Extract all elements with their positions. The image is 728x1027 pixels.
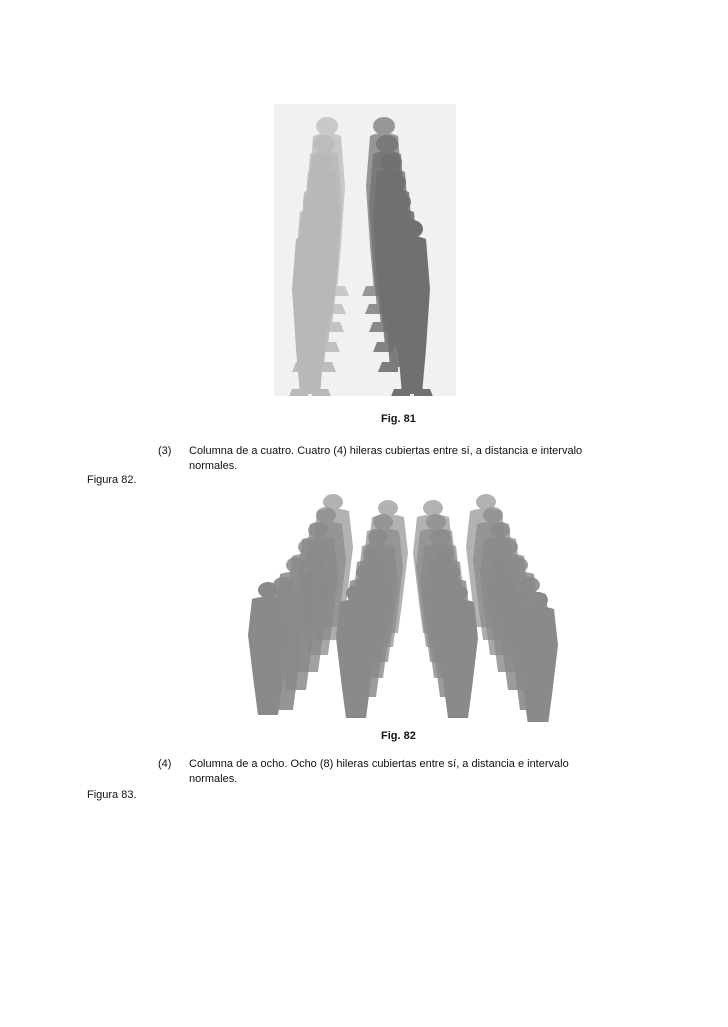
figure-81-photo xyxy=(274,104,456,396)
item-text-line2: normales. xyxy=(189,773,238,785)
figure-83-reference: Figura 83. xyxy=(87,789,137,801)
item-text-line1: Columna de a ocho. Ocho (8) hileras cubiertas entre sí, a distancia e intervalo xyxy=(189,758,569,770)
item-text-line2: normales. xyxy=(189,460,238,472)
figure-82-caption: Fig. 82 xyxy=(381,730,416,742)
list-item-3 xyxy=(158,444,648,476)
item-number: (3) xyxy=(158,445,172,457)
item-text-line1: Columna de a cuatro. Cuatro (4) hileras cubiertas entre sí, a distancia e intervalo xyxy=(189,445,583,457)
figure-82-photo xyxy=(238,490,568,722)
figure-81-caption: Fig. 81 xyxy=(381,413,416,425)
item-number: (4) xyxy=(158,758,172,770)
list-item-4 xyxy=(158,757,648,789)
figure-82-reference: Figura 82. xyxy=(87,474,137,486)
